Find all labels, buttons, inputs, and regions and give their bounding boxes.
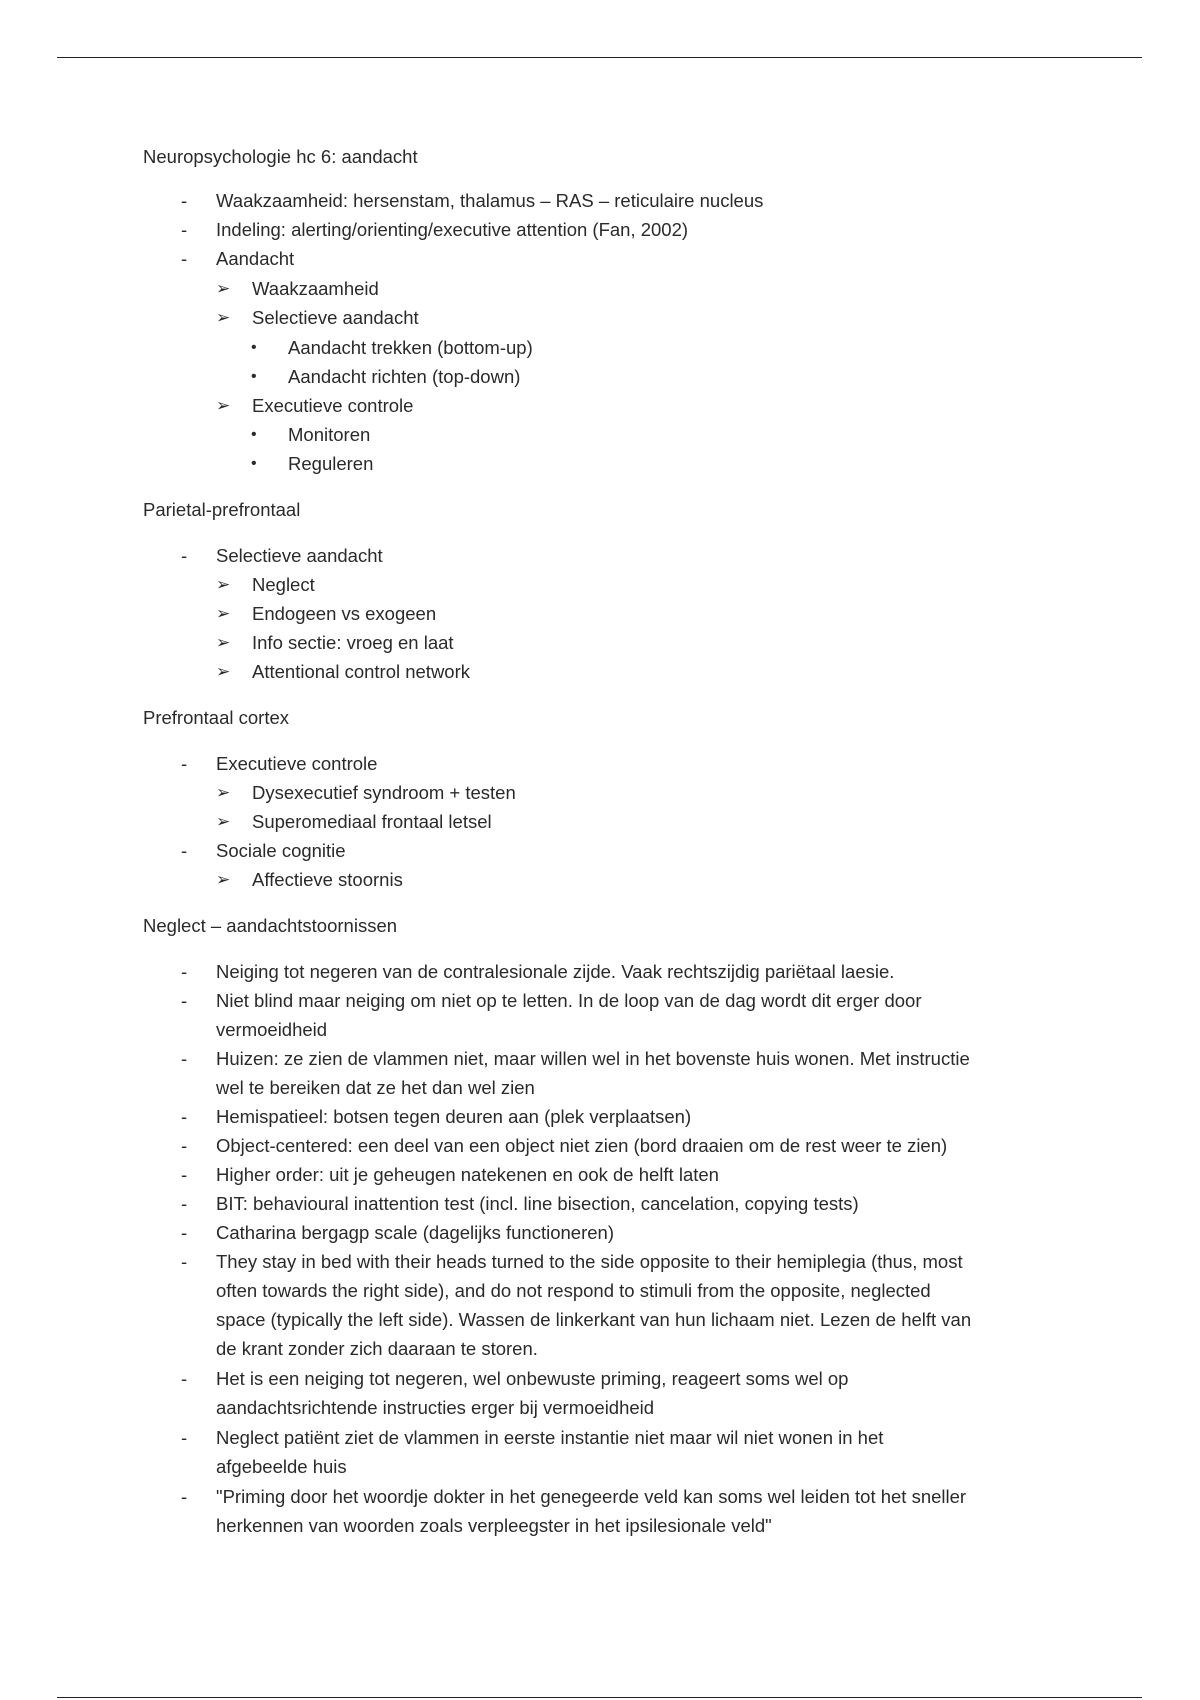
page-top-rule: [57, 57, 1142, 58]
list-item-continuation: vermoeidheid: [216, 1019, 328, 1040]
dash-marker: -: [181, 190, 188, 211]
bullet-icon: •: [251, 339, 257, 356]
dash-marker: -: [181, 840, 188, 861]
list-item: Executieve controle: [252, 395, 414, 416]
list-item: Selectieve aandacht: [252, 307, 419, 328]
list-item: Sociale cognitie: [216, 840, 346, 861]
list-item: Neiging tot negeren van de contralesionale zijde. Vaak rechtszijdig pariëtaal laesie.: [216, 961, 895, 982]
dash-marker: -: [181, 1048, 188, 1069]
arrow-bullet-icon: ➢: [216, 604, 231, 623]
arrow-bullet-icon: ➢: [216, 575, 231, 594]
list-item-continuation: space (typically the left side). Wassen de linkerkant van hun lichaam niet. Lezen de helft van: [216, 1309, 972, 1330]
dash-marker: -: [181, 1368, 188, 1389]
list-item: Monitoren: [288, 424, 371, 445]
list-item: Endogeen vs exogeen: [252, 603, 437, 624]
dash-marker: -: [181, 1427, 188, 1448]
dash-marker: -: [181, 248, 188, 269]
list-item: Attentional control network: [252, 661, 471, 682]
list-item: Aandacht trekken (bottom-up): [288, 337, 533, 358]
list-item: Executieve controle: [216, 753, 378, 774]
list-item: Higher order: uit je geheugen natekenen en ook de helft laten: [216, 1164, 719, 1185]
list-item: Reguleren: [288, 453, 374, 474]
list-item: Indeling: alerting/orienting/executive attention (Fan, 2002): [216, 219, 689, 240]
page-bottom-rule: [57, 1697, 1142, 1698]
dash-marker: -: [181, 753, 188, 774]
section-heading: Parietal-prefrontaal: [143, 499, 301, 520]
list-item: Waakzaamheid: hersenstam, thalamus – RAS – reticulaire nucleus: [216, 190, 764, 211]
list-item: Hemispatieel: botsen tegen deuren aan (plek verplaatsen): [216, 1106, 692, 1127]
dash-marker: -: [181, 1106, 188, 1127]
list-item: Info sectie: vroeg en laat: [252, 632, 454, 653]
list-item: "Priming door het woordje dokter in het genegeerde veld kan soms wel leiden tot het sneller: [216, 1486, 967, 1507]
dash-marker: -: [181, 1164, 188, 1185]
dash-marker: -: [181, 1222, 188, 1243]
arrow-bullet-icon: ➢: [216, 279, 231, 298]
list-item-continuation: de krant zonder zich daaraan te storen.: [216, 1338, 538, 1359]
section-heading: Neuropsychologie hc 6: aandacht: [143, 146, 418, 167]
list-item-continuation: aandachtsrichtende instructies erger bij vermoeidheid: [216, 1397, 655, 1418]
dash-marker: -: [181, 961, 188, 982]
list-item: Huizen: ze zien de vlammen niet, maar willen wel in het bovenste huis wonen. Met instructie: [216, 1048, 970, 1069]
dash-marker: -: [181, 990, 188, 1011]
list-item-continuation: herkennen van woorden zoals verpleegster in het ipsilesionale veld": [216, 1515, 772, 1536]
list-item: Aandacht: [216, 248, 295, 269]
list-item: Dysexecutief syndroom + testen: [252, 782, 516, 803]
list-item: Niet blind maar neiging om niet op te letten. In de loop van de dag wordt dit erger door: [216, 990, 922, 1011]
bullet-icon: •: [251, 455, 257, 472]
dash-marker: -: [181, 1486, 188, 1507]
arrow-bullet-icon: ➢: [216, 783, 231, 802]
list-item: BIT: behavioural inattention test (incl. line bisection, cancelation, copying tests): [216, 1193, 859, 1214]
list-item: Object-centered: een deel van een object niet zien (bord draaien om de rest weer te zien): [216, 1135, 948, 1156]
arrow-bullet-icon: ➢: [216, 308, 231, 327]
section-heading: Neglect – aandachtstoornissen: [143, 915, 398, 936]
arrow-bullet-icon: ➢: [216, 812, 231, 831]
section-heading: Prefrontaal cortex: [143, 707, 290, 728]
arrow-bullet-icon: ➢: [216, 396, 231, 415]
dash-marker: -: [181, 1193, 188, 1214]
dash-marker: -: [181, 1251, 188, 1272]
dash-marker: -: [181, 219, 188, 240]
list-item: Aandacht richten (top-down): [288, 366, 521, 387]
list-item: They stay in bed with their heads turned to the side opposite to their hemiplegia (thus, most: [216, 1251, 963, 1272]
list-item: Neglect patiënt ziet de vlammen in eerste instantie niet maar wil niet wonen in het: [216, 1427, 884, 1448]
list-item: Neglect: [252, 574, 315, 595]
arrow-bullet-icon: ➢: [216, 633, 231, 652]
arrow-bullet-icon: ➢: [216, 870, 231, 889]
list-item: Superomediaal frontaal letsel: [252, 811, 492, 832]
list-item-continuation: afgebeelde huis: [216, 1456, 347, 1477]
list-item: Selectieve aandacht: [216, 545, 383, 566]
dash-marker: -: [181, 1135, 188, 1156]
dash-marker: -: [181, 545, 188, 566]
list-item-continuation: wel te bereiken dat ze het dan wel zien: [216, 1077, 535, 1098]
bullet-icon: •: [251, 368, 257, 385]
list-item-continuation: often towards the right side), and do not respond to stimuli from the opposite, neglected: [216, 1280, 931, 1301]
arrow-bullet-icon: ➢: [216, 662, 231, 681]
bullet-icon: •: [251, 426, 257, 443]
list-item: Affectieve stoornis: [252, 869, 403, 890]
list-item: Waakzaamheid: [252, 278, 379, 299]
list-item: Het is een neiging tot negeren, wel onbewuste priming, reageert soms wel op: [216, 1368, 849, 1389]
list-item: Catharina bergagp scale (dagelijks functioneren): [216, 1222, 614, 1243]
